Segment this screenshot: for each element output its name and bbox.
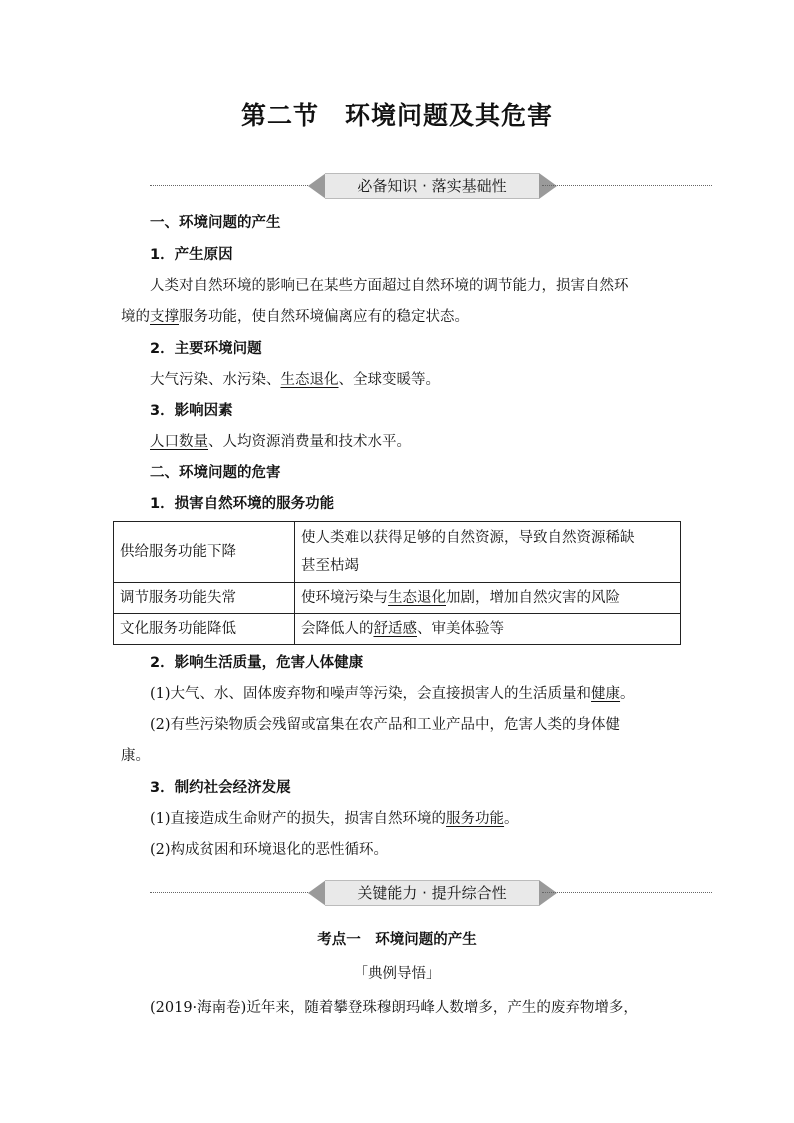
table-cell: 调节服务功能失常 (114, 583, 295, 614)
table-cell: 会降低人的舒适感、审美体验等 (295, 614, 681, 645)
topic-heading: 考点一 环境问题的产生 (317, 932, 477, 948)
paragraph-causes-line2: 境的支撑服务功能，使自然环境偏离应有的稳定状态。 (121, 309, 469, 325)
section-heading-origin: 一、环境问题的产生 (150, 215, 281, 231)
paragraph-main-problems: 大气污染、水污染、生态退化、全球变暖等。 (150, 372, 440, 388)
underlined-term: 服务功能 (446, 811, 505, 827)
table-cell: 供给服务功能下降 (114, 522, 295, 583)
banner-wedge-left (308, 880, 326, 906)
section-heading-harm: 二、环境问题的危害 (150, 465, 281, 481)
subheading-health: 2．影响生活质量，危害人体健康 (150, 655, 364, 671)
subheading-factors: 3．影响因素 (150, 403, 233, 419)
paragraph-health-1: (1)大气、水、固体废弃物和噪声等污染，会直接损害人的生活质量和健康。 (150, 686, 635, 702)
page-title: 第二节 环境问题及其危害 (240, 101, 553, 130)
table-cell: 使人类难以获得足够的自然资源，导致自然资源稀缺 甚至枯竭 (295, 522, 681, 583)
example-label: 「典例导悟」 (353, 966, 441, 982)
paragraph-factors: 人口数量、人均资源消费量和技术水平。 (150, 434, 411, 450)
underlined-term: 生态退化 (388, 590, 446, 606)
section-banner-knowledge (150, 173, 712, 199)
banner-wedge-right (539, 173, 557, 199)
banner-divider-right (542, 892, 712, 893)
subheading-main-problems: 2．主要环境问题 (150, 341, 262, 357)
table-cell: 文化服务功能降低 (114, 614, 295, 645)
banner-divider-right (542, 185, 712, 186)
banner-wedge-left (308, 173, 326, 199)
banner-wedge-right (539, 880, 557, 906)
banner-label: 必备知识 · 落实基础性 (357, 177, 507, 195)
banner-label: 关键能力 · 提升综合性 (357, 884, 507, 902)
underlined-term: 人口数量 (150, 434, 208, 450)
underlined-term: 舒适感 (373, 621, 417, 637)
table-row (114, 522, 681, 583)
example-paragraph: (2019·海南卷)近年来，随着攀登珠穆朗玛峰人数增多，产生的废弃物增多， (150, 1000, 638, 1016)
subheading-service-functions: 1．损害自然环境的服务功能 (150, 496, 335, 512)
paragraph-health-2-line2: 康。 (121, 748, 150, 764)
subheading-causes: 1．产生原因 (150, 247, 233, 263)
paragraph-causes-line1: 人类对自然环境的影响已在某些方面超过自然环境的调节能力，损害自然环 (150, 278, 629, 294)
service-function-table (113, 521, 681, 645)
section-banner-ability (150, 880, 712, 906)
underlined-term: 健康 (591, 686, 621, 702)
table-row (114, 614, 681, 645)
table-row (114, 583, 681, 614)
underlined-term: 支撑 (150, 309, 179, 325)
paragraph-economy-2: (2)构成贫困和环境退化的恶性循环。 (150, 842, 389, 858)
underlined-term: 生态退化 (280, 372, 339, 388)
paragraph-economy-1: (1)直接造成生命财产的损失，损害自然环境的服务功能。 (150, 811, 519, 827)
paragraph-health-2-line1: (2)有些污染物质会残留或富集在农产品和工业产品中，危害人类的身体健 (150, 717, 621, 733)
subheading-economy: 3．制约社会经济发展 (150, 780, 291, 796)
table-cell: 使环境污染与生态退化加剧，增加自然灾害的风险 (295, 583, 681, 614)
